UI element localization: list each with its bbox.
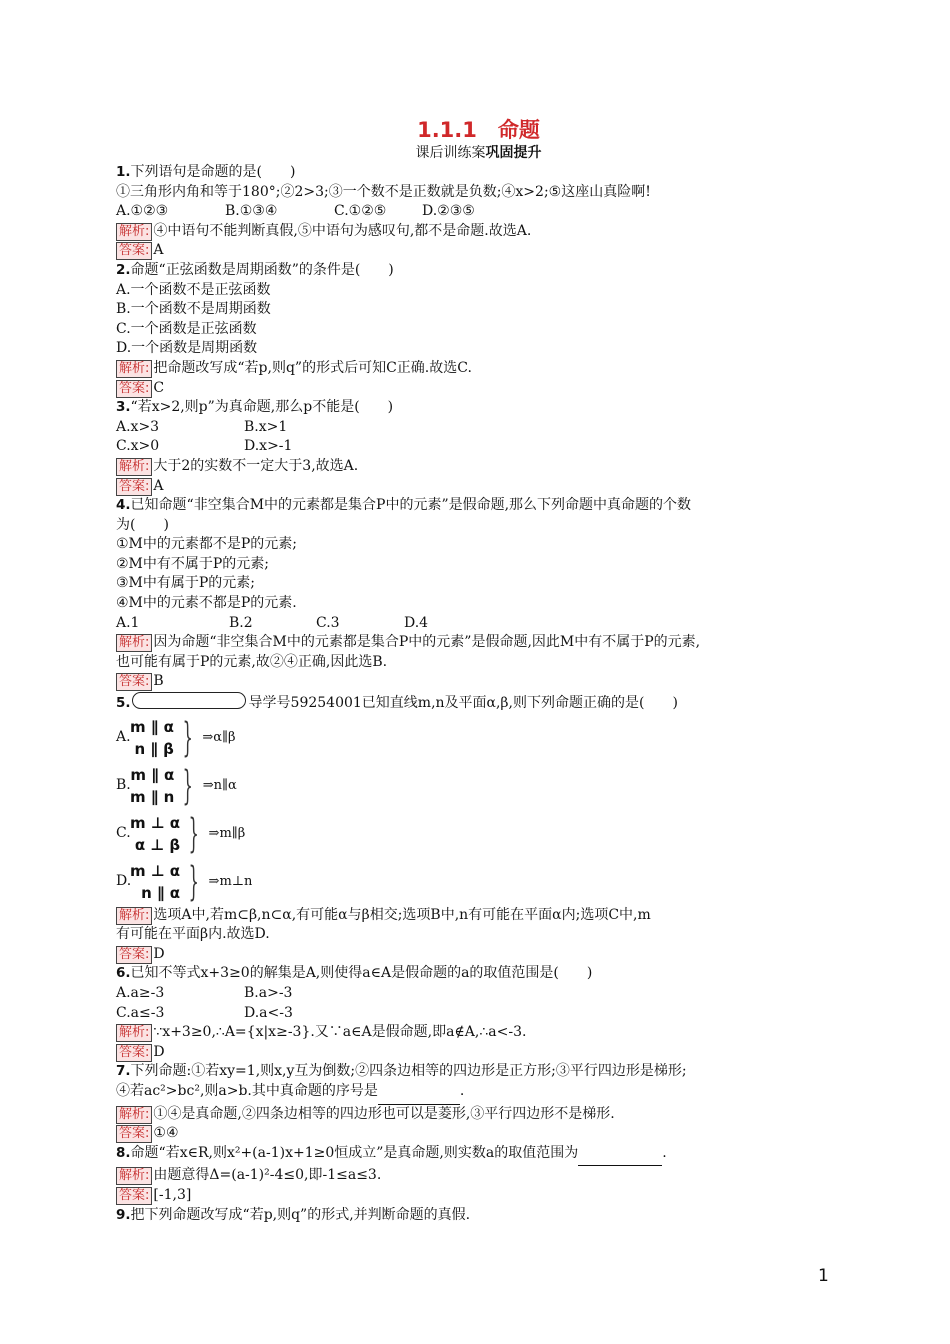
answer-tag: 答案: xyxy=(116,946,152,964)
question-1-statements: ①三角形内角和等于180°;②2>3;③一个数不是正数就是负数;④x>2;⑤这座山真险啊! xyxy=(116,183,651,200)
question-text: ④若ac²>bc²,则a>b.其中真命题的序号是 xyxy=(116,1082,378,1099)
option-b: B.①③④ xyxy=(225,203,278,220)
answer-text: B xyxy=(153,673,164,690)
answer-tag: 答案: xyxy=(116,1187,152,1205)
option-d: D.a<-3 xyxy=(244,1004,293,1021)
option-c: C.一个函数是正弦函数 xyxy=(116,320,257,337)
condition-1: m ∥ α xyxy=(130,765,175,784)
subtitle-plain: 课后训练案 xyxy=(415,145,486,161)
section-subtitle xyxy=(116,144,841,163)
question-6-analysis xyxy=(116,1023,841,1043)
question-3-options-row2 xyxy=(116,437,841,457)
question-6-options-row1 xyxy=(116,984,841,1004)
option-a: A.一个函数不是正弦函数 xyxy=(116,281,271,298)
question-1-analysis xyxy=(116,222,841,242)
question-number: 6. xyxy=(116,965,131,982)
question-4-answer xyxy=(116,672,841,692)
answer-tag: 答案: xyxy=(116,242,152,260)
analysis-tag: 解析: xyxy=(116,634,152,652)
analysis-tag: 解析: xyxy=(116,458,152,476)
option-b: B.x>1 xyxy=(244,418,288,435)
question-number: 2. xyxy=(116,261,131,278)
question-text: 命题“正弦函数是周期函数”的条件是( ) xyxy=(130,261,394,278)
answer-text: D xyxy=(153,945,165,962)
condition-1: m ∥ α xyxy=(130,717,174,736)
question-3-analysis xyxy=(116,457,841,477)
question-text: “若x>2,则p”为真命题,那么p不能是( ) xyxy=(130,399,394,416)
answer-blank[interactable] xyxy=(378,1084,460,1105)
option-d: D.一个函数是周期函数 xyxy=(116,340,258,357)
question-5-analysis xyxy=(116,906,841,926)
conditions xyxy=(130,716,174,760)
question-text: 已知不等式x+3≥0的解集是A,则使得a∈A是假命题的a的取值范围是( ) xyxy=(130,965,593,982)
statement-4: ④M中的元素不都是P的元素. xyxy=(116,595,297,612)
brace-icon: } xyxy=(182,714,193,761)
option-label: D. xyxy=(116,872,132,889)
analysis-text: ④中语句不能判断真假,⑤中语句为感叹句,都不是命题.故选A. xyxy=(153,222,532,239)
question-9-stem xyxy=(116,1206,841,1226)
answer-tag: 答案: xyxy=(116,673,152,691)
option-d: D.x>-1 xyxy=(244,438,293,455)
condition-1: m ⊥ α xyxy=(130,861,181,880)
condition-1: m ⊥ α xyxy=(130,813,181,832)
question-6-stem xyxy=(116,964,841,984)
answer-tag: 答案: xyxy=(116,1044,152,1062)
question-text: 下列命题:①若xy=1,则x,y互为倒数;②四条边相等的四边形是正方形;③平行四边形是梯形; xyxy=(130,1063,687,1080)
question-text: 命题“若x∈R,则x²+(a-1)x+1≥0恒成立”是真命题,则实数a的取值范围为 xyxy=(130,1144,579,1161)
question-5-analysis-cont: 有可能在平面β内.故选D. xyxy=(116,926,270,943)
option-c: C.a≤-3 xyxy=(116,1004,165,1021)
option-a-system xyxy=(116,714,841,762)
answer-blank[interactable] xyxy=(578,1146,662,1167)
question-8-answer xyxy=(116,1186,841,1206)
option-d: D.②③⑤ xyxy=(422,203,475,220)
answer-tag: 答案: xyxy=(116,1125,152,1143)
analysis-tag: 解析: xyxy=(116,1024,152,1042)
option-c-system xyxy=(116,810,841,858)
analysis-text: ①④是真命题,②四条边相等的四边形也可以是菱形,③平行四边形不是梯形. xyxy=(153,1105,615,1122)
guide-number-box xyxy=(132,692,246,709)
condition-2: m ∥ n xyxy=(130,787,175,806)
question-4-analysis xyxy=(116,633,841,653)
period: . xyxy=(459,1082,465,1099)
page-number: 1 xyxy=(818,1266,829,1286)
statement-1: ①M中的元素都不是P的元素; xyxy=(116,536,298,553)
analysis-text: 由题意得Δ=(a-1)²-4≤0,即-1≤a≤3. xyxy=(153,1167,382,1184)
question-number: 9. xyxy=(116,1206,131,1223)
analysis-text: 大于2的实数不一定大于3,故选A. xyxy=(153,457,359,474)
option-d: D.4 xyxy=(404,614,429,631)
option-c: C.①②⑤ xyxy=(334,203,387,220)
question-number: 7. xyxy=(116,1063,131,1080)
option-a: A.x>3 xyxy=(116,418,160,435)
question-7-analysis xyxy=(116,1105,841,1125)
option-a: A.①②③ xyxy=(116,203,169,220)
question-7-answer xyxy=(116,1124,841,1144)
question-text: 下列语句是命题的是( ) xyxy=(130,164,296,180)
brace-icon: } xyxy=(188,858,199,905)
question-number: 8. xyxy=(116,1144,131,1161)
question-1-options xyxy=(116,202,841,222)
question-text: 已知命题“非空集合M中的元素都是集合P中的元素”是假命题,那么下列命题中真命题的个数 xyxy=(130,497,692,514)
answer-text: D xyxy=(153,1043,165,1060)
analysis-tag: 解析: xyxy=(116,1167,152,1185)
analysis-tag: 解析: xyxy=(116,1106,152,1124)
question-8-stem xyxy=(116,1144,841,1167)
answer-text: A xyxy=(153,477,164,494)
option-b-system xyxy=(116,762,841,810)
question-number: 4. xyxy=(116,497,131,514)
option-label: C. xyxy=(116,824,131,841)
question-2-answer xyxy=(116,379,841,399)
conclusion: ⇒m∥β xyxy=(208,825,246,841)
answer-text: C xyxy=(153,379,165,396)
option-c: C.3 xyxy=(316,614,340,631)
answer-tag: 答案: xyxy=(116,380,152,398)
option-a: A.a≥-3 xyxy=(116,985,165,1001)
option-label: B. xyxy=(116,776,131,793)
subtitle-bold: 巩固提升 xyxy=(485,145,542,161)
conditions xyxy=(130,764,174,808)
question-3-options-row1 xyxy=(116,418,841,438)
question-7-stem-cont xyxy=(116,1082,841,1105)
section-title: 1.1.1 命题 xyxy=(417,118,540,142)
question-text: 导学号59254001已知直线m,n及平面α,β,则下列命题正确的是( ) xyxy=(248,695,678,712)
analysis-tag: 解析: xyxy=(116,223,152,241)
analysis-text: 因为命题“非空集合M中的元素都是集合P中的元素”是假命题,因此M中有不属于P的元素, xyxy=(153,634,701,651)
conditions xyxy=(130,860,180,904)
analysis-text: 把命题改写成“若p,则q”的形式后可知C正确.故选C. xyxy=(153,359,472,376)
analysis-tag: 解析: xyxy=(116,360,152,378)
question-number: 5. xyxy=(116,695,131,712)
question-number: 1. xyxy=(116,164,131,180)
analysis-tag: 解析: xyxy=(116,907,152,925)
question-4-stem xyxy=(116,496,841,516)
question-4-stem-cont: 为( ) xyxy=(116,516,169,533)
option-b: B.a>-3 xyxy=(244,985,293,1001)
analysis-text: 选项A中,若m⊂β,n⊂α,有可能α与β相交;选项B中,n有可能在平面α内;选项C中,m xyxy=(153,906,651,923)
conditions xyxy=(130,812,180,856)
question-text: 把下列命题改写成“若p,则q”的形式,并判断命题的真假. xyxy=(130,1206,471,1223)
option-b: B.一个函数不是周期函数 xyxy=(116,301,271,318)
option-b: B.2 xyxy=(229,614,253,631)
question-7-stem xyxy=(116,1062,841,1082)
brace-icon: } xyxy=(182,762,194,809)
question-1-stem xyxy=(116,163,841,183)
question-number: 3. xyxy=(116,399,131,416)
question-3-answer xyxy=(116,477,841,497)
option-d-system xyxy=(116,858,841,906)
analysis-text: ∵x+3≥0,∴A={x|x≥-3}.又∵a∈A是假命题,即a∉A,∴a<-3. xyxy=(153,1024,527,1041)
conclusion: ⇒α∥β xyxy=(202,729,236,745)
condition-2: n ∥ β xyxy=(134,739,174,758)
option-label: A. xyxy=(116,728,131,745)
page-body xyxy=(116,112,841,1225)
answer-tag: 答案: xyxy=(116,478,152,496)
question-4-options xyxy=(116,614,841,634)
period: . xyxy=(662,1144,667,1161)
answer-text: [-1,3] xyxy=(153,1186,192,1203)
condition-2: α ⊥ β xyxy=(134,835,181,854)
statement-3: ③M中有属于P的元素; xyxy=(116,575,256,592)
conclusion: ⇒n∥α xyxy=(202,777,237,793)
option-c: C.x>0 xyxy=(116,438,160,455)
option-a: A.1 xyxy=(116,614,140,631)
answer-text: A xyxy=(153,242,164,259)
condition-2: n ∥ α xyxy=(141,883,181,902)
question-2-analysis xyxy=(116,359,841,379)
brace-icon: } xyxy=(188,810,199,857)
conclusion: ⇒m⊥n xyxy=(208,873,253,889)
answer-text: ①④ xyxy=(153,1125,179,1142)
question-4-analysis-cont: 也可能有属于P的元素,故②④正确,因此选B. xyxy=(116,653,388,670)
question-6-options-row2 xyxy=(116,1004,841,1024)
statement-2: ②M中有不属于P的元素; xyxy=(116,555,270,572)
question-5-stem xyxy=(116,692,841,714)
question-3-stem xyxy=(116,398,841,418)
question-1-answer xyxy=(116,241,841,261)
question-2-stem xyxy=(116,261,841,281)
question-6-answer xyxy=(116,1043,841,1063)
question-8-analysis xyxy=(116,1166,841,1186)
question-5-answer xyxy=(116,945,841,965)
